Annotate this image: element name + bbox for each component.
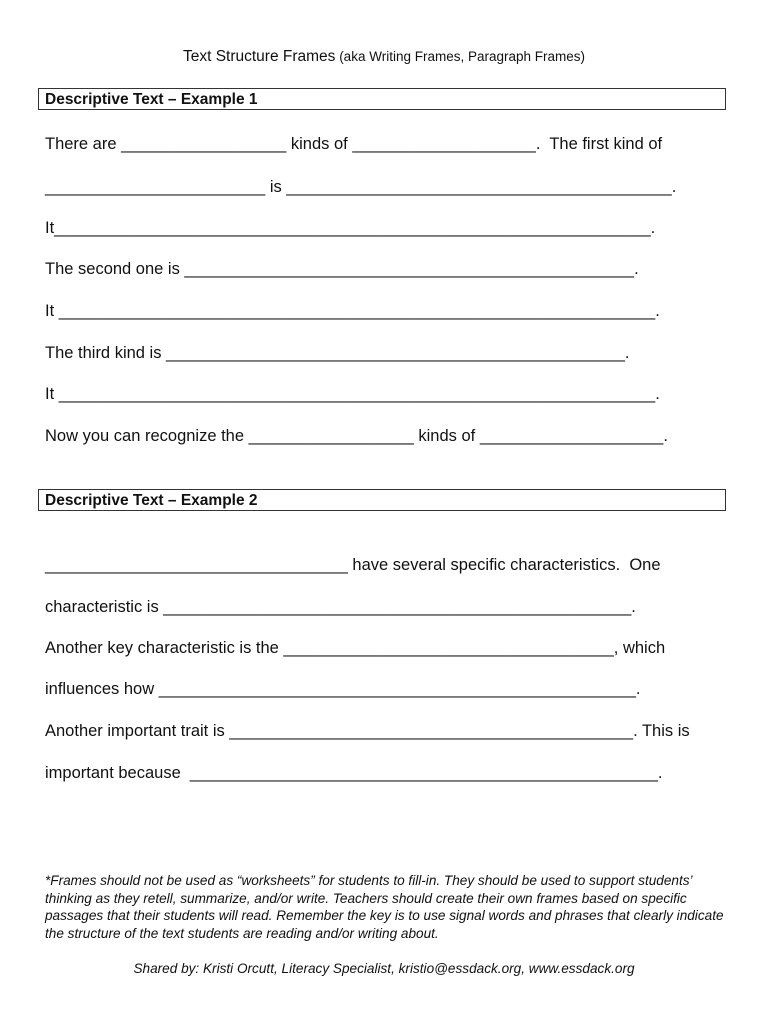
example2-frame-line: influences how ____________________________________________________.: [45, 680, 641, 698]
example1-frame-line: The third kind is __________________________________________________.: [45, 344, 630, 362]
example2-header: Descriptive Text – Example 2: [38, 489, 726, 511]
page-title: [0, 48, 768, 66]
example1-frame-line: There are __________________ kinds of ____________________. The first kind of: [45, 135, 663, 153]
example2-frame-line: characteristic is ___________________________________________________.: [45, 598, 636, 616]
example1-frame-line: It _________________________________________________________________.: [45, 385, 660, 403]
example1-header: Descriptive Text – Example 1: [38, 88, 726, 110]
example2-frame-line: _________________________________ have several specific characteristics. One: [45, 556, 661, 574]
example1-frame-line: Now you can recognize the __________________ kinds of ____________________.: [45, 427, 668, 445]
title-main: Text Structure Frames: [182, 48, 336, 65]
example1-frame-line: It_________________________________________________________________.: [45, 219, 656, 237]
example2-frame-line: important because ___________________________________________________.: [45, 764, 663, 782]
example2-frame-line: Another important trait is ____________________________________________. This is: [45, 722, 690, 740]
example2-frame-line: Another key characteristic is the ____________________________________, which: [45, 639, 666, 657]
title-subtitle: (aka Writing Frames, Paragraph Frames): [335, 49, 586, 64]
example1-frame-line: The second one is _________________________________________________.: [45, 260, 639, 278]
example1-frame-line: ________________________ is __________________________________________.: [45, 178, 677, 196]
credit-line: Shared by: Kristi Orcutt, Literacy Specialist, kristio@essdack.org, www.essdack.org: [133, 961, 635, 976]
example1-frame-line: It _________________________________________________________________.: [45, 302, 660, 320]
footnote: *Frames should not be used as “worksheets” for students to fill-in. They should be used to support students’ thinking as they retell, summarize, and/or write. Teachers should create their own frames based on specific passages that their students will read. Remember the key is to use signal words and phrases that clearly indicate the structure of the text students are reading and/or writing about.: [45, 873, 724, 941]
